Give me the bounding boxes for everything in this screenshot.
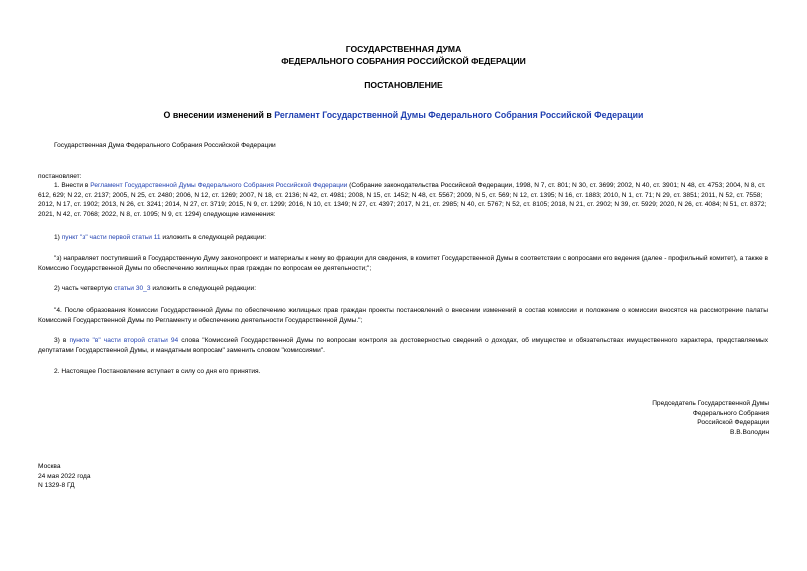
p1-link-reglament[interactable]: Регламент Государственной Думы Федерального Собрания Российской Федерации: [90, 182, 348, 189]
signature-name: В.В.Володин: [730, 428, 769, 436]
item1-prefix: 1): [54, 234, 62, 241]
item3-link[interactable]: пункте "в" части второй статьи 94: [69, 337, 179, 344]
footer-city: Москва: [38, 463, 61, 470]
footer-number: N 1329-8 ГД: [38, 482, 75, 490]
item1-text: изложить в следующей редакции:: [160, 234, 267, 241]
item2-prefix: 2) часть четвертую: [54, 285, 115, 292]
signature-line-3: Российской Федерации: [697, 419, 769, 427]
resolves-text: постановляет:: [38, 173, 82, 180]
intro-text: Государственная Дума Федерального Собрания Российской Федерации: [54, 142, 276, 149]
item-3: [38, 336, 768, 355]
header-line-1: ГОСУДАРСТВЕННАЯ ДУМА: [345, 44, 462, 54]
signature-block: [652, 399, 769, 437]
item-2: [38, 284, 768, 294]
document-type: ПОСТАНОВЛЕНИЕ: [364, 80, 443, 90]
footer-block: [38, 462, 91, 491]
document-title: [0, 110, 807, 120]
item-1: [38, 233, 768, 243]
item2-link[interactable]: статьи 30_3: [114, 285, 151, 292]
item3-prefix: 3) в: [54, 337, 70, 344]
title-link-reglament[interactable]: Регламент Государственной Думы Федерального Собрания Российской Федерации: [274, 110, 644, 120]
item3-text: слова "Комиссией Государственной Думы по вопросам контроля за достоверностью сведений о доходах, об имуществе и обязательствах имущественного характера, представляемых депутатами Государственной Думы, и мандатным вопросам" заменить словом "комиссиями".: [38, 337, 769, 354]
title-prefix: О внесении изменений в: [163, 110, 275, 120]
header-line-2: ФЕДЕРАЛЬНОГО СОБРАНИЯ РОССИЙСКОЙ ФЕДЕРАЦИИ: [281, 56, 526, 66]
quote-1: "з) направляет поступивший в Государственную Думу законопроект и материалы к нему во фракции для сведения, в комитет Государственной Думы в соответствии с вопросами его ведения (далее - профильный комитет), а также в Комиссию Государственной Думы по обеспечению жилищных прав граждан по вопросам ее деятельности;";: [38, 255, 768, 272]
signature-line-1: Председатель Государственной Думы: [652, 400, 769, 407]
p1-prefix: 1. Внести в: [54, 182, 91, 189]
footer-date: 24 мая 2022 года: [38, 472, 91, 480]
paragraph-1: [38, 181, 768, 219]
paragraph-2: 2. Настоящее Постановление вступает в силу со дня его принятия.: [54, 368, 261, 375]
quote-2: "4. После образования Комиссии Государственной Думы по обеспечению жилищных прав граждан проекты постановлений о внесении изменений в состав комиссии и положение о комиссии вносятся на рассмотрение палаты Комиссией Государственной Думы по Регламенту и обеспечению деятельности Государственной Думы.";: [38, 307, 768, 324]
item2-text: изложить в следующей редакции:: [150, 285, 257, 292]
item1-link[interactable]: пункт "з" части первой статьи 11: [61, 234, 161, 241]
p1-text: (Собрание законодательства Российской Федерации, 1998, N 7, ст. 801; N 30, ст. 3699; 2002, N 40, ст. 3901; N 48, ст. 4753; 2004, N 8, ст. 612, 629; N 22, ст. 2137; 2005, N 25, ст. 2480; 2006, N 12, ст. 1269; 2007, N 18, ст. 2136; N 42, ст. 4981; 2008, N 15, ст. 1452; N 48, ст. 5567; 2009, N 5, ст. 569; N 12, ст. 1395; N 16, ст. 1883; 2010, N 1, ст. 71; N 29, ст. 3851; 2011, N 52, ст. 7558; 2012, N 17, ст. 1902; 2013, N 26, ст. 3241; 2014, N 27, ст. 3719; 2015, N 9, ст. 1299; 2016, N 10, ст. 1349; N 27, ст. 4397; 2017, N 21, ст. 2985; N 40, ст. 5767; N 52, ст. 8105; 2018, N 21, ст. 2902; N 39, ст. 5929; 2020, N 26, ст. 4084; N 51, ст. 8372; 2021, N 42, ст. 7068; 2022, N 8, ст. 1095; N 9, ст. 1294) следующие изменения:: [38, 182, 767, 218]
signature-line-2: Федерального Собрания: [692, 409, 769, 417]
